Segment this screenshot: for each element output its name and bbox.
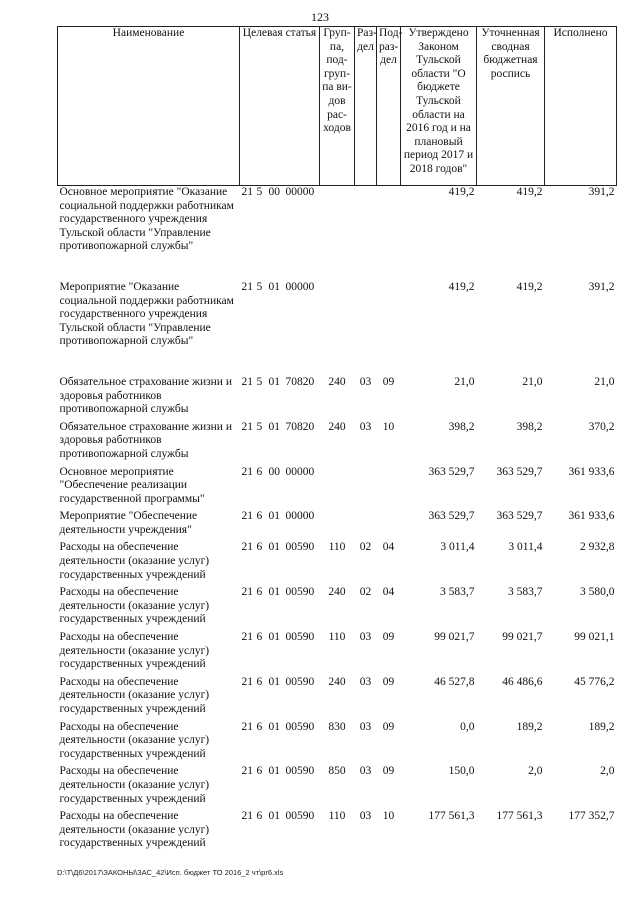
header-name: Наименование [58,27,240,186]
row-refined: 2,0 [528,765,543,778]
row-approved: 99 021,7 [434,631,475,644]
header-approved: Утверждено Законом Тульской области "О бюджете Тульской области на 2016 год и на плановый период 2017 и 2018 годов" [401,27,477,186]
row-expense-group [320,281,355,376]
row-podrazdel [377,186,401,281]
row-name: Расходы на обеспечение деятельности (оказание услуг) государственных учреждений [59,586,210,626]
table-row [58,586,617,631]
page-number: 123 [311,10,329,24]
row-executed: 177 352,7 [568,810,615,823]
target-article-part: 01 [268,810,280,823]
row-approved: 150,0 [448,765,475,778]
row-expense-group: 830 [328,720,346,733]
target-article-part: 00590 [285,631,315,644]
target-article-part: 01 [268,541,280,554]
row-name: Основное мероприятие "Обеспечение реализации государственной программы" [59,465,205,505]
target-article-part: 21 [241,675,253,688]
row-refined: 419,2 [516,186,543,198]
row-podrazdel: 10 [382,420,395,433]
target-article-part: 5 [256,280,263,293]
table-header-row [58,27,617,186]
target-article-part: 21 [241,810,253,823]
row-expense-group: 850 [328,765,346,778]
row-approved: 419,2 [448,280,475,293]
row-razdel [355,186,377,281]
row-target-article [240,466,320,511]
target-article-part: 21 [241,465,253,478]
table-row [58,765,617,810]
row-refined: 3 583,7 [508,586,543,599]
table-row [58,421,617,466]
target-article-part: 01 [268,765,280,778]
row-name: Расходы на обеспечение деятельности (оказание услуг) государственных учреждений [59,541,210,581]
row-approved: 21,0 [454,375,475,388]
row-refined: 3 011,4 [508,541,543,554]
row-razdel: 03 [359,675,372,688]
row-target-article [240,186,320,281]
target-article-part: 5 [256,375,263,388]
target-article-part: 00000 [285,465,315,478]
header-expense-group: Груп-па, под-груп-па ви-дов рас-ходов [320,27,355,186]
target-article-part: 01 [268,720,280,733]
target-article-part: 00 [268,465,280,478]
table-row [58,376,617,421]
row-podrazdel: 09 [382,375,395,388]
row-executed: 99 021,1 [574,631,615,644]
row-target-article [240,676,320,721]
row-razdel [355,466,377,511]
table-row [58,721,617,766]
file-path: D:\Т\Д6\2017\ЗАКОНЫ\ЗАС_42\Исп. бюджет ТО 2016_2 чт\pr6.xls [57,868,284,877]
row-approved: 398,2 [448,420,475,433]
row-executed: 2,0 [600,765,615,778]
target-article-part: 01 [268,420,280,433]
target-article-part: 00590 [285,675,315,688]
target-article-part: 6 [256,675,263,688]
target-article-part: 70820 [285,375,315,388]
row-approved: 363 529,7 [428,465,475,478]
target-article-part: 21 [241,280,253,293]
row-executed: 361 933,6 [568,465,615,478]
row-executed: 3 580,0 [580,586,615,599]
row-target-article [240,281,320,376]
row-target-article [240,586,320,631]
target-article-part: 01 [268,375,280,388]
row-razdel: 02 [359,541,372,554]
target-article-part: 00000 [285,186,315,198]
row-podrazdel [377,466,401,511]
target-article-part: 6 [256,720,263,733]
row-razdel: 03 [359,810,372,823]
row-razdel: 03 [359,375,372,388]
target-article-part: 21 [241,420,253,433]
row-name: Расходы на обеспечение деятельности (оказание услуг) государственных учреждений [59,675,210,715]
row-refined: 21,0 [522,375,543,388]
row-executed: 370,2 [588,420,615,433]
row-expense-group: 110 [328,631,346,644]
row-target-article [240,541,320,586]
target-article-part: 01 [268,675,280,688]
row-executed: 45 776,2 [574,675,615,688]
target-article-part: 70820 [285,420,315,433]
table-row [58,631,617,676]
row-name: Расходы на обеспечение деятельности (оказание услуг) государственных учреждений [59,631,210,671]
target-article-part: 00 [268,186,280,198]
table-body [58,186,617,855]
row-refined: 99 021,7 [502,631,543,644]
row-razdel: 03 [359,420,372,433]
target-article-part: 00590 [285,810,315,823]
target-article-part: 01 [268,510,280,523]
row-podrazdel [377,510,401,541]
row-razdel: 03 [359,765,372,778]
target-article-part: 6 [256,510,263,523]
row-executed: 21,0 [594,375,615,388]
row-podrazdel: 09 [382,675,395,688]
row-refined: 363 529,7 [496,465,543,478]
row-podrazdel: 10 [382,810,395,823]
table-row [58,810,617,855]
row-razdel [355,281,377,376]
row-razdel: 02 [359,586,372,599]
target-article-part: 5 [256,420,263,433]
row-approved: 0,0 [460,720,475,733]
target-article-part: 6 [256,765,263,778]
budget-execution-table [57,26,617,855]
target-article-part: 21 [241,720,253,733]
header-target-article: Целевая статья [240,27,320,186]
target-article-part: 00590 [285,541,315,554]
row-executed: 391,2 [588,186,615,198]
target-article-part: 00000 [285,510,315,523]
row-target-article [240,810,320,855]
row-refined: 363 529,7 [496,510,543,523]
row-razdel [355,510,377,541]
row-approved: 177 561,3 [428,810,475,823]
row-target-article [240,721,320,766]
row-name: Расходы на обеспечение деятельности (оказание услуг) государственных учреждений [59,810,210,850]
table-row [58,676,617,721]
row-expense-group: 240 [328,675,346,688]
table-row [58,510,617,541]
row-executed: 391,2 [588,280,615,293]
row-target-article [240,510,320,541]
row-expense-group [320,466,355,511]
row-expense-group: 240 [328,420,346,433]
target-article-part: 01 [268,280,280,293]
row-podrazdel: 04 [382,586,395,599]
target-article-part: 00590 [285,765,315,778]
table-row [58,186,617,281]
header-refined: Уточненная сводная бюджетная роспись [477,27,545,186]
row-target-article [240,376,320,421]
table-row [58,466,617,511]
target-article-part: 21 [241,375,253,388]
row-podrazdel: 09 [382,720,395,733]
row-expense-group: 110 [328,541,346,554]
row-name: Расходы на обеспечение деятельности (оказание услуг) государственных учреждений [59,765,210,805]
header-executed: Исполнено [545,27,617,186]
target-article-part: 21 [241,510,253,523]
target-article-part: 00590 [285,586,315,599]
target-article-part: 00000 [285,280,315,293]
row-podrazdel: 09 [382,765,395,778]
row-target-article [240,765,320,810]
row-name: Мероприятие "Обеспечение деятельности учреждения" [59,510,198,536]
row-expense-group [320,186,355,281]
target-article-part: 00590 [285,720,315,733]
row-podrazdel: 04 [382,541,395,554]
row-expense-group: 240 [328,375,346,388]
target-article-part: 01 [268,586,280,599]
target-article-part: 6 [256,586,263,599]
row-expense-group: 110 [328,810,346,823]
row-refined: 189,2 [516,720,543,733]
target-article-part: 5 [256,186,263,198]
target-article-part: 21 [241,541,253,554]
row-refined: 46 486,6 [502,675,543,688]
row-expense-group: 240 [328,586,346,599]
row-podrazdel: 09 [382,631,395,644]
row-podrazdel [377,281,401,376]
target-article-part: 6 [256,631,263,644]
row-executed: 189,2 [588,720,615,733]
row-approved: 3 011,4 [440,541,475,554]
target-article-part: 21 [241,631,253,644]
target-article-part: 21 [241,186,253,198]
row-executed: 2 932,8 [580,541,615,554]
row-name: Обязательное страхование жизни и здоровья работников противопожарной службы [59,375,232,416]
target-article-part: 6 [256,541,263,554]
row-name: Обязательное страхование жизни и здоровья работников противопожарной службы [59,420,232,460]
row-target-article [240,421,320,466]
row-approved: 419,2 [448,186,475,198]
target-article-part: 01 [268,631,280,644]
row-name: Расходы на обеспечение деятельности (оказание услуг) государственных учреждений [59,720,210,760]
row-razdel: 03 [359,631,372,644]
table-row [58,541,617,586]
row-razdel: 03 [359,720,372,733]
header-razdel: Раз-дел [355,27,377,186]
row-name: Основное мероприятие "Оказание социальной поддержки работникам государственного учреждения Тульской области "Управление противопожарной службы" [59,186,234,253]
row-refined: 177 561,3 [496,810,543,823]
target-article-part: 21 [241,765,253,778]
target-article-part: 6 [256,465,263,478]
row-refined: 398,2 [516,420,543,433]
row-approved: 3 583,7 [440,586,475,599]
target-article-part: 6 [256,810,263,823]
row-executed: 361 933,6 [568,510,615,523]
row-approved: 46 527,8 [434,675,475,688]
row-expense-group [320,510,355,541]
row-target-article [240,631,320,676]
header-podrazdel: Под-раз-дел [377,27,401,186]
target-article-part: 21 [241,586,253,599]
table-row [58,281,617,376]
row-name: Мероприятие "Оказание социальной поддержки работникам государственного учреждения Тульской области "Управление противопожарной службы" [59,280,234,348]
row-approved: 363 529,7 [428,510,475,523]
row-refined: 419,2 [516,280,543,293]
